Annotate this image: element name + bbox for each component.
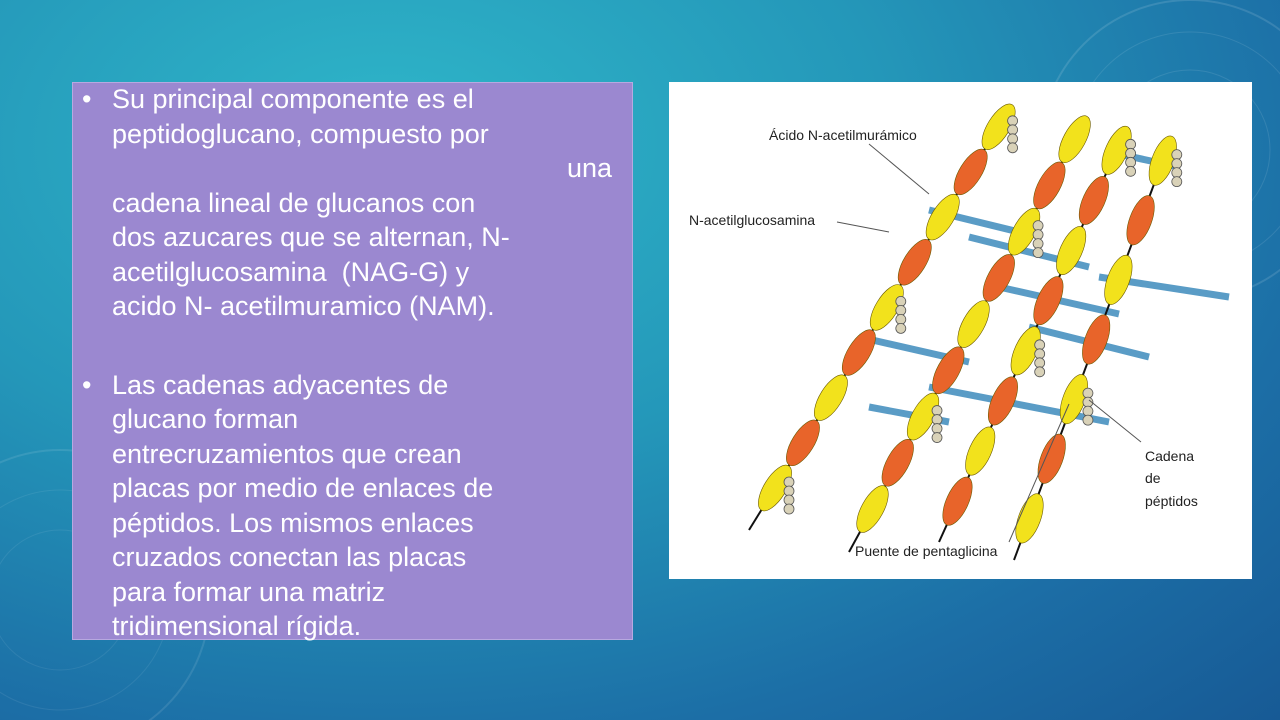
bullet-line: glucano forman	[112, 404, 299, 434]
label-pentaglycine: Puente de pentaglicina	[855, 543, 998, 559]
nag-sugar	[951, 296, 995, 352]
amino-acid-bead	[896, 296, 906, 306]
amino-acid-bead	[932, 406, 942, 416]
amino-acid-bead	[1033, 248, 1043, 258]
bullet-line: acetilglucosamina (NAG-G) y	[112, 256, 470, 287]
nag-sugar	[850, 481, 894, 537]
nag-sugar	[1050, 222, 1092, 278]
nam-sugar	[948, 144, 994, 200]
nam-sugar	[937, 473, 979, 529]
amino-acid-bead	[1083, 388, 1093, 398]
nam-sugar	[1032, 431, 1071, 487]
amino-acid-bead	[1126, 148, 1136, 158]
bullet-line: tridimensional rígida.	[112, 611, 362, 641]
amino-acid-bead	[896, 305, 906, 315]
amino-acid-bead	[1033, 221, 1043, 231]
bullet-line: peptidoglucano, compuesto por	[112, 118, 489, 149]
bullet-line: para formar una matriz	[112, 576, 386, 607]
amino-acid-bead	[1035, 358, 1045, 368]
amino-acid-bead	[1035, 367, 1045, 377]
amino-acid-bead	[932, 415, 942, 425]
amino-acid-bead	[1172, 150, 1182, 160]
amino-acid-bead	[1035, 349, 1045, 359]
amino-acid-bead	[1008, 116, 1018, 126]
nam-sugar	[836, 325, 882, 381]
amino-acid-bead	[1033, 230, 1043, 240]
label-peptide-chain-3: péptidos	[1145, 493, 1198, 509]
label-peptide-chain-2: de	[1145, 470, 1161, 486]
bullet-item-crosslinks	[82, 368, 602, 644]
nam-sugar	[892, 234, 938, 290]
nag-sugar	[808, 370, 854, 426]
amino-acid-bead	[896, 323, 906, 333]
bullet-line: dos azucares que se alternan, N-	[112, 222, 510, 252]
amino-acid-bead	[1008, 143, 1018, 153]
amino-acid-bead	[1126, 166, 1136, 176]
amino-acid-bead	[1008, 125, 1018, 135]
leader-line	[837, 222, 889, 232]
amino-acid-bead	[1033, 239, 1043, 249]
amino-acid-bead	[784, 486, 794, 496]
nag-sugar	[1052, 111, 1096, 167]
amino-acid-bead	[1126, 139, 1136, 149]
nag-sugar	[959, 423, 1001, 479]
leader-line	[869, 144, 929, 194]
bullet-line: cruzados conectan las placas	[112, 542, 467, 572]
bullet-line: • Su principal componente es el	[112, 84, 474, 114]
bullet-line: entrecruzamientos que crean	[112, 438, 462, 469]
nam-sugar	[876, 435, 920, 491]
amino-acid-bead	[784, 504, 794, 514]
amino-acid-bead	[896, 314, 906, 324]
bullet-line: cadena lineal de glucanos con	[112, 187, 476, 218]
label-peptide-chain-1: Cadena	[1145, 448, 1195, 464]
amino-acid-bead	[784, 495, 794, 505]
bullet-line: péptidos. Los mismos enlaces	[112, 507, 474, 538]
nam-sugar	[1073, 172, 1115, 228]
amino-acid-bead	[932, 433, 942, 443]
label-nam: Ácido N-acetilmurámico	[769, 127, 917, 143]
amino-acid-bead	[1008, 134, 1018, 144]
glycan-chains	[749, 99, 1182, 560]
amino-acid-bead	[1172, 168, 1182, 178]
amino-acid-bead	[932, 424, 942, 434]
amino-acid-bead	[1172, 159, 1182, 169]
nam-sugar	[1121, 192, 1160, 248]
bullet-list	[82, 82, 612, 644]
peptidoglycan-figure	[669, 82, 1252, 579]
nam-sugar	[977, 250, 1021, 306]
label-nag: N-acetilglucosamina	[689, 212, 816, 228]
amino-acid-bead	[1035, 340, 1045, 350]
amino-acid-bead	[784, 477, 794, 487]
amino-acid-bead	[1172, 177, 1182, 187]
nam-sugar	[780, 415, 826, 471]
amino-acid-bead	[1083, 406, 1093, 416]
bullet-line: acido N- acetilmuramico (NAM).	[112, 291, 495, 321]
bullet-line: • Las cadenas adyacentes de	[112, 369, 449, 400]
amino-acid-bead	[1126, 157, 1136, 167]
bullet-item-peptidoglycan	[82, 82, 612, 324]
bullet-line: placas por medio de enlaces de	[112, 473, 494, 503]
amino-acid-bead	[1083, 415, 1093, 425]
nam-sugar	[1027, 157, 1071, 213]
nag-sugar	[1010, 490, 1049, 546]
bullet-line: una	[566, 153, 612, 183]
peptidoglycan-diagram	[669, 82, 1252, 579]
